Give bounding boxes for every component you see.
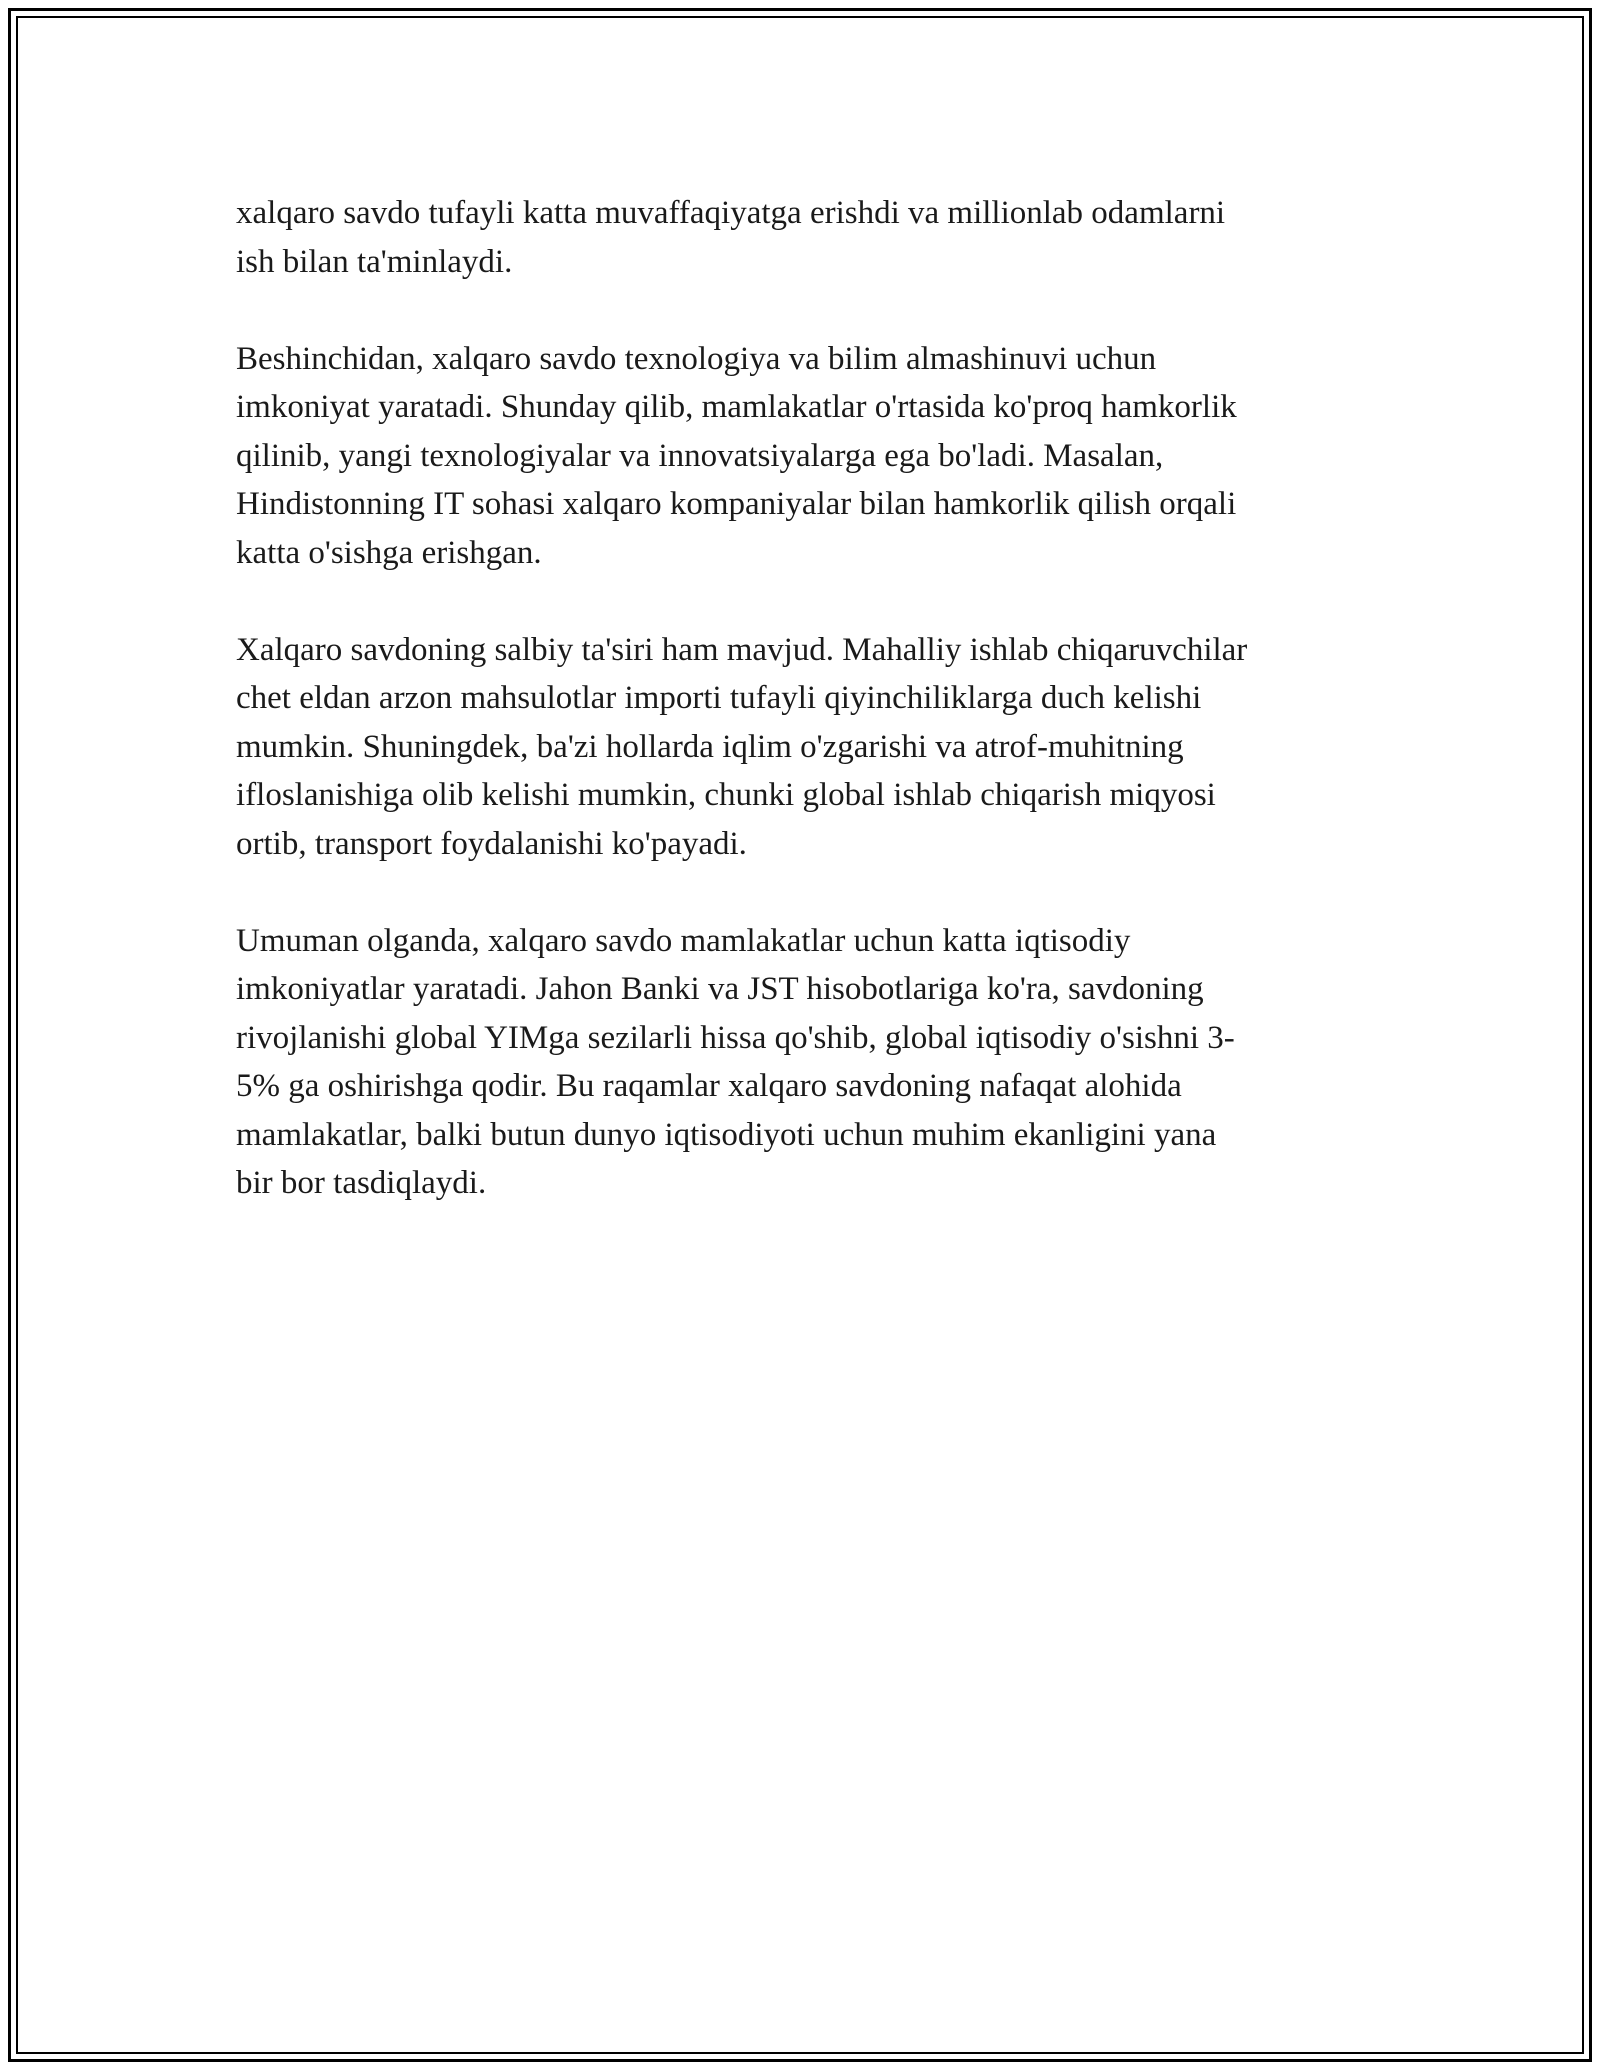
- text-line: 5% ga oshirishga qodir. Bu raqamlar xalqaro savdoning nafaqat alohida: [236, 1068, 1182, 1104]
- text-line: xalqaro savdo tufayli katta muvaffaqiyatga erishdi va millionlab odamlarni: [236, 195, 1226, 231]
- text-line: qilinib, yangi texnologiyalar va innovatsiyalarga ega bo'ladi. Masalan,: [236, 437, 1164, 474]
- paragraph-3: [236, 626, 1366, 869]
- text-line: Beshinchidan, xalqaro savdo texnologiya va bilim almashinuvi uchun: [236, 340, 1157, 377]
- text-line: mumkin. Shuningdek, ba'zi hollarda iqlim o'zgarishi va atrof-muhitning: [236, 728, 1184, 765]
- text-line: Hindistonning IT sohasi xalqaro kompaniyalar bilan hamkorlik qilish orqali: [236, 486, 1237, 522]
- text-line: imkoniyat yaratadi. Shunday qilib, mamlakatlar o'rtasida ko'proq hamkorlik: [236, 389, 1237, 425]
- paragraph-2: [236, 335, 1366, 578]
- text-line: rivojlanishi global YIMga sezilarli hissa qo'shib, global iqtisodiy o'sishni 3-: [236, 1019, 1235, 1056]
- text-line: imkoniyatlar yaratadi. Jahon Banki va JST hisobotlariga ko'ra, savdoning: [236, 971, 1204, 1007]
- text-line: mamlakatlar, balki butun dunyo iqtisodiyoti uchun muhim ekanligini yana: [236, 1116, 1217, 1153]
- text-line: Umuman olganda, xalqaro savdo mamlakatlar uchun katta iqtisodiy: [236, 922, 1131, 959]
- text-line: chet eldan arzon mahsulotlar importi tufayli qiyinchiliklarga duch kelishi: [236, 680, 1202, 716]
- paragraph-4: [236, 917, 1366, 1208]
- text-line: ish bilan ta'minlaydi.: [236, 243, 513, 280]
- text-line: katta o'sishga erishgan.: [236, 534, 542, 571]
- paragraph-1: [236, 189, 1366, 286]
- text-line: bir bor tasdiqlaydi.: [236, 1165, 487, 1201]
- text-line: ortib, transport foydalanishi ko'payadi.: [236, 825, 747, 862]
- document-body: [236, 189, 1366, 1256]
- text-line: ifloslanishiga olib kelishi mumkin, chunki global ishlab chiqarish miqyosi: [236, 777, 1216, 813]
- text-line: Xalqaro savdoning salbiy ta'siri ham mavjud. Mahalliy ishlab chiqaruvchilar: [236, 631, 1248, 668]
